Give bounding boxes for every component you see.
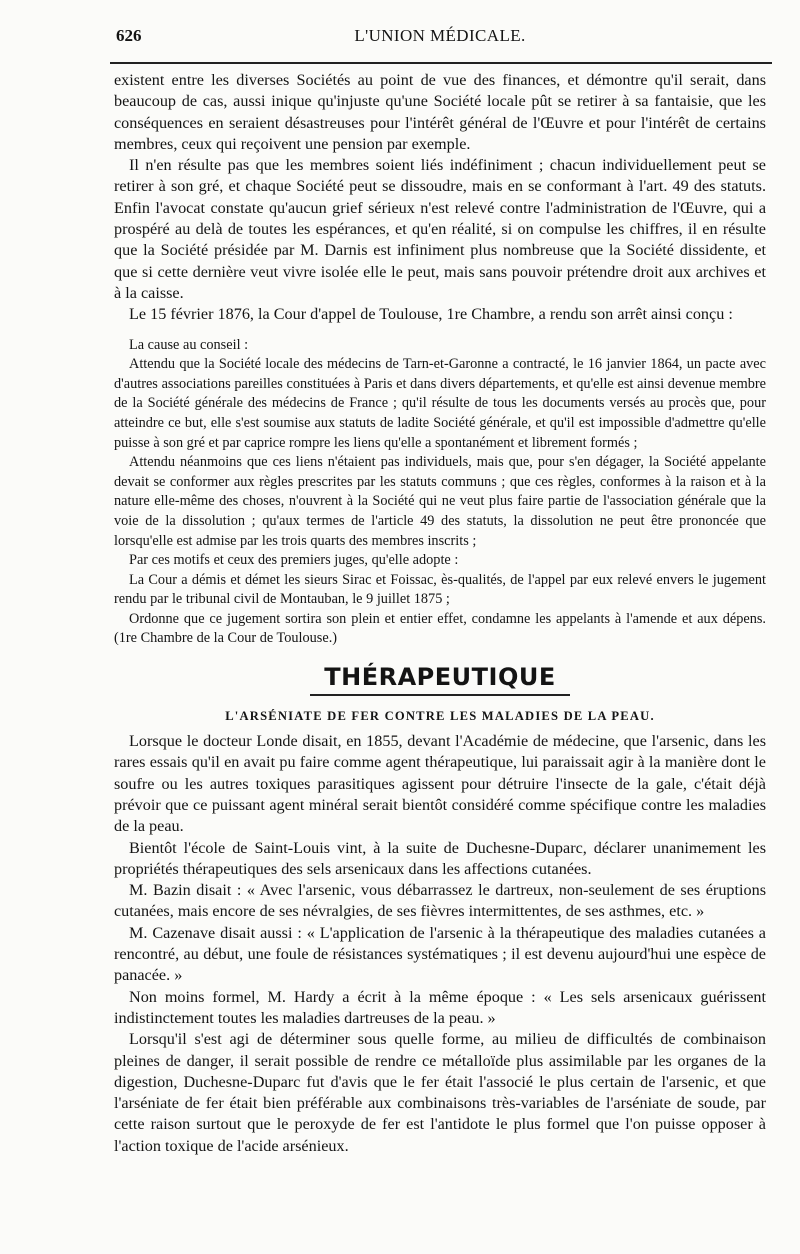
judgment-paragraph: Attendu néanmoins que ces liens n'étaient pas individuels, mais que, pour s'en dégager, la Société appelante devait se conformer aux règles prescrites par les statuts communs ; que ces règles, conformes à la raison et à la nature elle-même des choses, n'ouvrent à la Société qui ne veut plus faire partie de l'association générale que la voie de la dissolution ; qu'aux termes de l'article 49 des statuts, la dissolution ne peut être prononcée que lorsqu'elle est admise par les trois quarts des membres inscrits ; [114,454,766,549]
paragraph: Lorsqu'il s'est agi de déterminer sous quelle forme, au milieu de difficultés de combinaison pleines de danger, il serait possible de rendre ce métalloïde plus assimilable par les organes de la digestion, Duchesne-Duparc fut d'avis que le fer était l'associé le plus certain de l'arsenic, et que l'arséniate de fer était bien préférable aux combinaisons très-variables de l'arséniate de soude, par cette raison surtout que le peroxyde de fer est l'antidote le plus formel que l'on puisse opposer à l'action toxique de l'acide arsénieux. [114,1030,766,1155]
running-head: L'UNION MÉDICALE. [354,26,526,45]
paragraph: Non moins formel, M. Hardy a écrit à la même époque : « Les sels arsenicaux guérissent indistinctement toutes les maladies dartreuses de la peau. » [114,987,766,1027]
paragraph: M. Bazin disait : « Avec l'arsenic, vous débarrassez le dartreux, non-seulement de ses éruptions cutanées, mais encore de ses névralgies, de ses fièvres intermittentes, de ses asthmes, etc. » [114,881,766,921]
page-header [116,26,764,54]
paragraph: Il n'en résulte pas que les membres soient liés indéfiniment ; chacun individuellement peut se retirer à son gré, et chaque Société peut se dissoudre, mais en se conformant à l'art. 49 des statuts. Enfin l'avocat constate qu'aucun grief sérieux n'est relevé contre l'administration de l'Œuvre, qui a prospéré au delà de toutes les espérances, et qu'en réalité, si on compulse les chiffres, il en résulte que la Société présidée par M. Darnis est infiniment plus nombreuse que la Société dissidente, et que si cette dernière veut vivre isolée elle le peut, mais sans pouvoir prétendre droit aux archives et à la caisse. [114,156,766,302]
judgment-paragraph: Par ces motifs et ceux des premiers juges, qu'elle adopte : [129,552,459,569]
page-number: 626 [116,26,142,45]
paragraph: M. Cazenave disait aussi : « L'application de l'arsenic à la thérapeutique des maladies cutanées a rencontré, au début, une foule de résistances systématiques ; il est devenu aujourd'hui une espèce de panacée. » [114,923,766,985]
header-rule [110,62,772,64]
judgment-paragraph: Attendu que la Société locale des médecins de Tarn-et-Garonne a contracté, le 16 janvier 1864, un pacte avec d'autres associations pareilles constituées à Paris et dans divers départements, et qu'elle est ainsi devenue membre de la Société générale des médecins de France ; qu'il résulte de tous les documents versés au procès que, pour atteindre ce but, elle s'est soumise aux statuts de ladite Société générale, et qu'il est impossible d'admettre qu'elle puisse à son gré et par caprice rompre les liens qu'elle a spontanément et librement formés ; [114,356,766,451]
paragraph-continued: existent entre les diverses Sociétés au point de vue des finances, et démontre qu'il serait, dans beaucoup de cas, aussi inique qu'injuste qu'une Société locale pût se retirer à sa fantaisie, que les conséquences en seraient désastreuses pour l'intérêt général de l'Œuvre et pour l'intérêt de certains membres, ceux qui reçoivent une pension par exemple. [114,71,766,153]
article-title: L'ARSÉNIATE DE FER CONTRE LES MALADIES DE LA PEAU. [225,709,655,724]
paragraph: Lorsque le docteur Londe disait, en 1855, devant l'Académie de médecine, que l'arsenic, dans les rares essais qu'il en avait pu faire comme agent thérapeutique, lui paraissait agir à la manière dont le soufre ou les autres toxiques parasitiques agissent pour détruire l'insecte de la gale, c'était déjà prévoir que ce puissant agent minéral serait bientôt considéré comme spécifique contre les maladies de la peau. [114,732,766,836]
section-title: THÉRAPEUTIQUE [324,663,556,692]
judgment-heading: La cause au conseil : [129,336,249,353]
paragraph: Bientôt l'école de Saint-Louis vint, à la suite de Duchesne-Duparc, déclarer unanimement les propriétés thérapeutiques des sels arsenicaux dans les affections cutanées. [114,838,766,878]
paragraph-ruling-intro: Le 15 février 1876, la Cour d'appel de Toulouse, 1re Chambre, a rendu son arrêt ainsi conçu : [129,305,733,324]
judgment-paragraph: La Cour a démis et démet les sieurs Sirac et Foissac, ès-qualités, de l'appel par eux relevé envers le jugement rendu par le tribunal civil de Montauban, le 9 juillet 1875 ; [114,571,766,608]
section-title-rule [310,694,570,696]
judgment-paragraph: Ordonne que ce jugement sortira son plein et entier effet, condamne les appelants à l'amende et aux dépens. (1re Chambre de la Cour de Toulouse.) [114,610,766,647]
page-body [114,70,766,1157]
